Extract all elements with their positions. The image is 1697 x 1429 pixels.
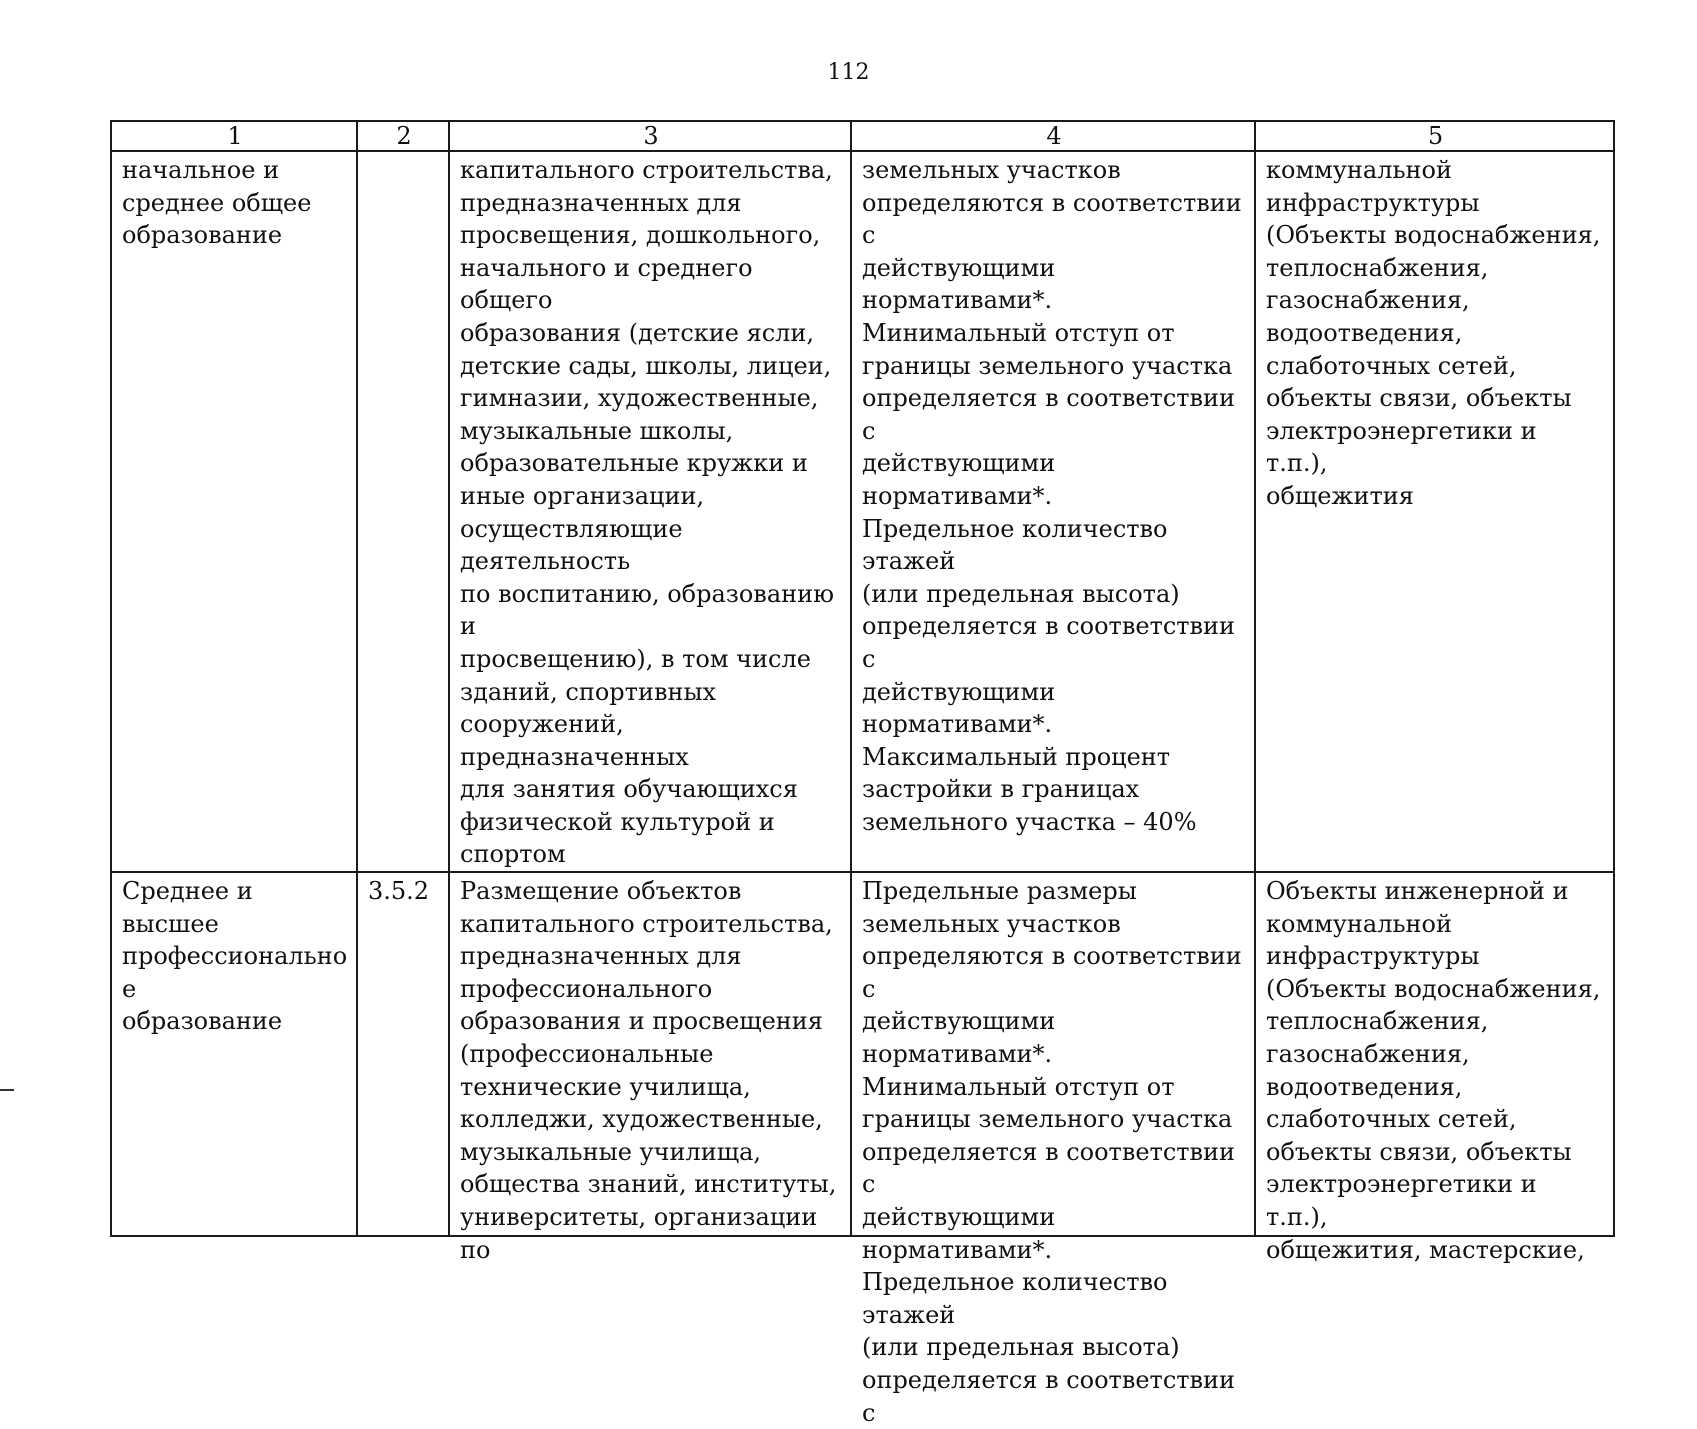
parameters-text: земельных участков определяются в соответствии с действующими нормативами*. Минимальный отступ от границы земельного участка определяется в соответствии с действующими нормативами*. Предельное количество этажей (или предельная высота) определяется в соответствии с действующими нормативами*. Максимальный процент застройки в границах земельного участка – 40% (862, 156, 1242, 836)
auxiliary-uses-text: коммунальной инфраструктуры (Объекты водоснабжения, теплоснабжения, газоснабжения, водоотведения, слаботочных сетей, объекты связи, объекты электроэнергетики и т.п.), общежития (1266, 156, 1601, 510)
column-header-4: 4 (851, 121, 1255, 151)
use-description: капитального строительства, предназначенных для просвещения, дошкольного, начального и среднего общего образования (детские ясли, детские сады, школы, лицеи, гимназии, художественные, музыкальные школы, образовательные кружки и иные организации, осуществляющие деятельность по воспитанию, образованию и просвещению), в том числе зданий, спортивных сооружений, предназначенных для занятия обучающихся физической культурой и спортом (460, 156, 835, 869)
column-header-2: 2 (357, 121, 449, 151)
page-number: 112 (827, 60, 870, 85)
auxiliary-uses-cell (1255, 151, 1614, 872)
use-description-cell (449, 872, 851, 1264)
use-code: 3.5.2 (368, 877, 430, 906)
use-type-name-cell (111, 872, 357, 1236)
land-use-table (110, 120, 1615, 1427)
use-description: Размещение объектов капитального строительства, предназначенных для профессионального образования и просвещения (профессиональные технические училища, колледжи, художественные, музыкальные училища, общества знаний, институты, университеты, организации по (460, 877, 837, 1264)
margin-mark (0, 1089, 14, 1091)
column-header-1: 1 (111, 121, 357, 151)
parameters-text: Предельные размеры земельных участков определяются в соответствии с действующими нормативами*. Минимальный отступ от границы земельного участка определяется в соответствии с действующими нормативами*. Предельное количество этажей (или предельная высота) определяется в соответствии с (862, 877, 1242, 1427)
use-type-name-cell (111, 151, 357, 872)
auxiliary-uses-text: Объекты инженерной и коммунальной инфраструктуры (Объекты водоснабжения, теплоснабжения, газоснабжения, водоотведения, слаботочных сетей, объекты связи, объекты электроэнергетики и т.п.), общежития, мастерские, (1266, 877, 1601, 1264)
use-code-cell (357, 872, 449, 1236)
column-header-5: 5 (1255, 121, 1614, 151)
use-type-name: начальное и среднее общее образование (122, 156, 312, 250)
column-header-3: 3 (449, 121, 851, 151)
table-row (111, 151, 1614, 872)
auxiliary-uses-cell (1255, 872, 1614, 1264)
parameters-cell (851, 872, 1255, 1427)
use-code-cell (357, 151, 449, 872)
use-description-cell (449, 151, 851, 872)
parameters-cell (851, 151, 1255, 872)
table-header-row (111, 121, 1614, 151)
use-type-name: Среднее и высшее профессиональное образование (122, 877, 348, 1036)
table-row (111, 872, 1614, 1236)
